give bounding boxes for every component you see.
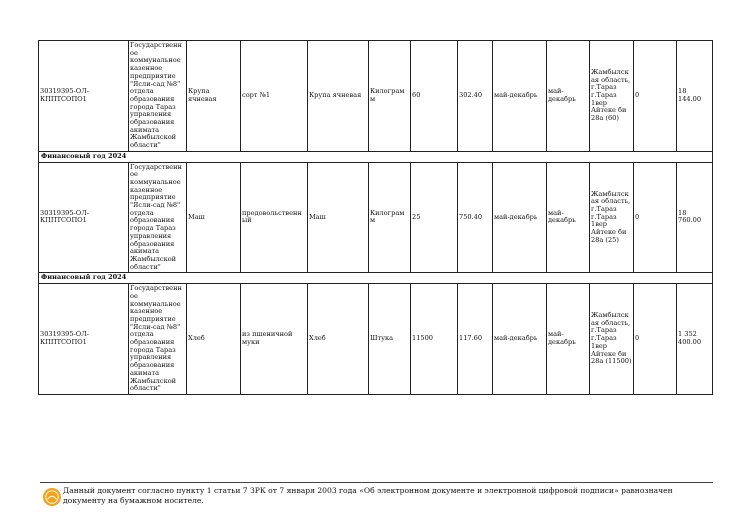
table-row (39, 162, 713, 273)
year-row (39, 151, 713, 162)
egov-seal-icon (42, 487, 62, 507)
delivery-period: май-декабрь (493, 284, 547, 395)
delivery-term: май-декабрь (547, 41, 590, 152)
financial-year-label: Финансовый год 2024 (39, 273, 713, 284)
item-name: Маш (187, 162, 241, 273)
unit: Килограмм (369, 41, 411, 152)
advance-payment: 0 (634, 41, 677, 152)
quantity: 11500 (411, 284, 458, 395)
item-name-extra: Крупа ячневая (308, 41, 369, 152)
item-name: Крупа ячневая (187, 41, 241, 152)
procurement-plan-table (38, 40, 713, 395)
legal-note (40, 482, 713, 506)
customer-org: Государственное коммунальное казенное предприятие "Ясли-сад №8" отдела образования города Тараз управления образования акимата Жамбылской области" (129, 162, 187, 273)
item-name-extra: Хлеб (308, 284, 369, 395)
delivery-period: май-декабрь (493, 162, 547, 273)
item-name-extra: Маш (308, 162, 369, 273)
delivery-term: май-декабрь (547, 162, 590, 273)
item-description: продовольственный (241, 162, 308, 273)
quantity: 25 (411, 162, 458, 273)
financial-year-label: Финансовый год 2024 (39, 151, 713, 162)
delivery-place: Жамбылская область, г.Тараз г.Тараз 1вер Айтеке би 28а (60) (590, 41, 634, 152)
unit-price: 302.40 (458, 41, 493, 152)
delivery-term: май-декабрь (547, 284, 590, 395)
table-row (39, 41, 713, 152)
unit: Штука (369, 284, 411, 395)
total-sum: 1 352 400.00 (677, 284, 713, 395)
item-id: 30319395-ОЛ-КППТСОПО1 (39, 284, 129, 395)
item-id: 30319395-ОЛ-КППТСОПО1 (39, 41, 129, 152)
unit-price: 750.40 (458, 162, 493, 273)
total-sum: 18 760.00 (677, 162, 713, 273)
delivery-place: Жамбылская область, г.Тараз г.Тараз 1вер Айтеке би 28а (11500) (590, 284, 634, 395)
delivery-period: май-декабрь (493, 41, 547, 152)
delivery-place: Жамбылская область, г.Тараз г.Тараз 1вер Айтеке би 28а (25) (590, 162, 634, 273)
item-description: сорт №1 (241, 41, 308, 152)
item-id: 30319395-ОЛ-КППТСОПО1 (39, 162, 129, 273)
customer-org: Государственное коммунальное казенное предприятие "Ясли-сад №8" отдела образования города Тараз управления образования акимата Жамбылской области" (129, 41, 187, 152)
unit: Килограмм (369, 162, 411, 273)
quantity: 60 (411, 41, 458, 152)
item-name: Хлеб (187, 284, 241, 395)
item-description: из пшеничной муки (241, 284, 308, 395)
year-row (39, 273, 713, 284)
advance-payment: 0 (634, 284, 677, 395)
advance-payment: 0 (634, 162, 677, 273)
unit-price: 117.60 (458, 284, 493, 395)
customer-org: Государственное коммунальное казенное предприятие "Ясли-сад №8" отдела образования города Тараз управления образования акимата Жамбылской области" (129, 284, 187, 395)
legal-note-text: Данный документ согласно пункту 1 статьи 7 ЗРК от 7 января 2003 года «Об электронном документе и электронной цифровой подписи» равнозначен документу на бумажном носителе. (63, 486, 673, 505)
total-sum: 18 144.00 (677, 41, 713, 152)
table-row (39, 284, 713, 395)
